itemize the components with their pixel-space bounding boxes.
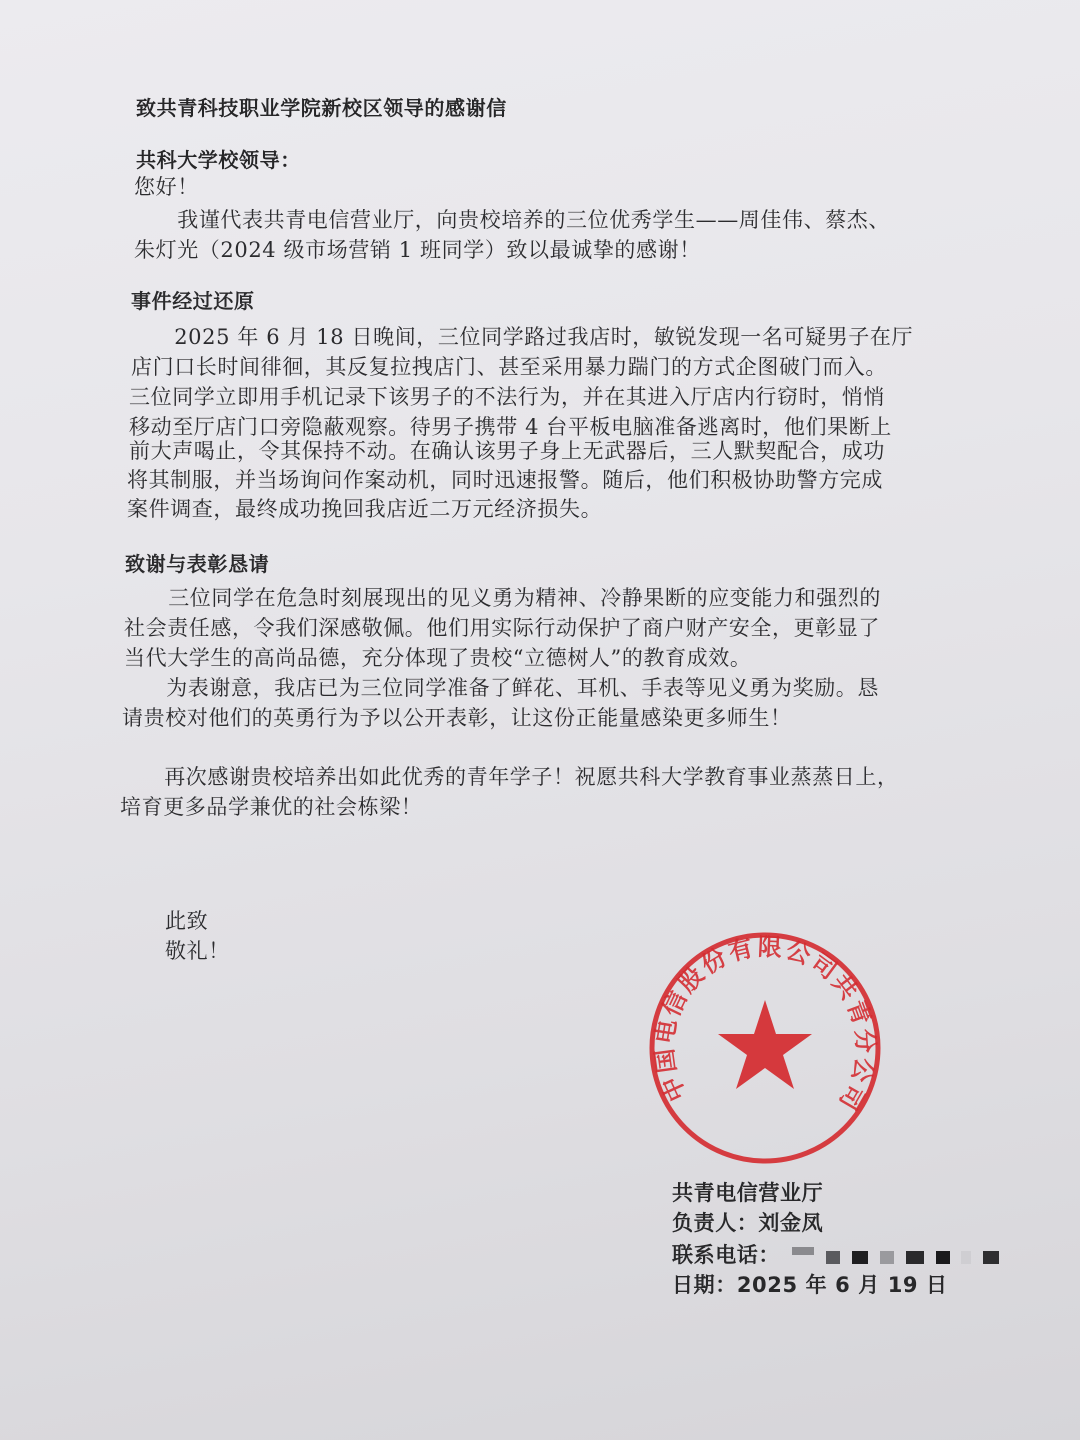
signature-date xyxy=(672,1270,948,1300)
greeting: 您好！ xyxy=(134,175,199,199)
phone-label: 联系电话： xyxy=(672,1243,780,1267)
official-stamp xyxy=(645,928,885,1168)
signature-phone xyxy=(672,1240,1003,1271)
intro-line-1: 我谨代表共青电信营业厅，向贵校培养的三位优秀学生——周佳伟、蔡杰、 xyxy=(134,208,890,232)
signature-organization: 共青电信营业厅 xyxy=(672,1181,824,1205)
closing-line-1: 再次感谢贵校培养出如此优秀的青年学子！祝愿共科大学教育事业蒸蒸日上， xyxy=(121,765,899,789)
incident-line-1: 2025 年 6 月 18 日晚间，三位同学路过我店时，敏锐发现一名可疑男子在厅 xyxy=(131,325,914,349)
salutation: 共科大学校领导： xyxy=(136,148,301,172)
stamp-text: 中国电信股份有限公司共青分公司 xyxy=(650,932,880,1115)
incident-line-7: 案件调查，最终成功挽回我店近二万元经济损失。 xyxy=(127,497,603,521)
thanks-line-3: 当代大学生的高尚品德，充分体现了贵校“立德树人”的教育成效。 xyxy=(124,646,752,670)
thanks-line-5: 请贵校对他们的英勇行为予以公开表彰，让这份正能量感染更多师生！ xyxy=(122,706,792,730)
date-label: 日期： xyxy=(672,1273,737,1297)
thanks-line-4: 为表谢意，我店已为三位同学准备了鲜花、耳机、手表等见义勇为奖励。恳 xyxy=(123,676,879,700)
letter-title: 致共青科技职业学院新校区领导的感谢信 xyxy=(136,96,507,120)
phone-redacted-mosaic xyxy=(792,1241,1003,1271)
thanks-line-1: 三位同学在危急时刻展现出的见义勇为精神、冷静果断的应变能力和强烈的 xyxy=(125,586,881,610)
star-icon xyxy=(718,1000,812,1089)
incident-line-2: 店门口长时间徘徊，其反复拉拽店门、甚至采用暴力踹门的方式企图破门而入。 xyxy=(131,355,887,379)
section-heading-thanks: 致谢与表彰恳请 xyxy=(125,552,270,576)
incident-line-4: 移动至厅店门口旁隐蔽观察。待男子携带 4 台平板电脑准备逃离时，他们果断上 xyxy=(129,415,892,439)
incident-line-5: 前大声喝止，令其保持不动。在确认该男子身上无武器后，三人默契配合，成功 xyxy=(129,439,885,463)
section-heading-incident: 事件经过还原 xyxy=(131,289,255,313)
incident-line-6: 将其制服，并当场询问作案动机，同时迅速报警。随后，他们积极协助警方完成 xyxy=(127,468,883,492)
date-value: 2025 年 6 月 19 日 xyxy=(736,1273,948,1297)
incident-line-3: 三位同学立即用手机记录下该男子的不法行为，并在其进入厅店内行窃时，悄悄 xyxy=(129,385,885,409)
closing-line-2: 培育更多品学兼优的社会栋梁！ xyxy=(120,795,423,819)
intro-line-2: 朱灯光（2024 级市场营销 1 班同学）致以最诚挚的感谢！ xyxy=(134,238,701,262)
person-label: 负责人： xyxy=(672,1211,759,1235)
thanks-line-2: 社会责任感，令我们深感敬佩。他们用实际行动保护了商户财产安全，更彰显了 xyxy=(124,616,880,640)
signature-person xyxy=(672,1208,823,1238)
sign-off-line-1: 此致 xyxy=(165,909,209,933)
person-name: 刘金凤 xyxy=(758,1211,824,1235)
sign-off-line-2: 敬礼！ xyxy=(165,939,230,963)
